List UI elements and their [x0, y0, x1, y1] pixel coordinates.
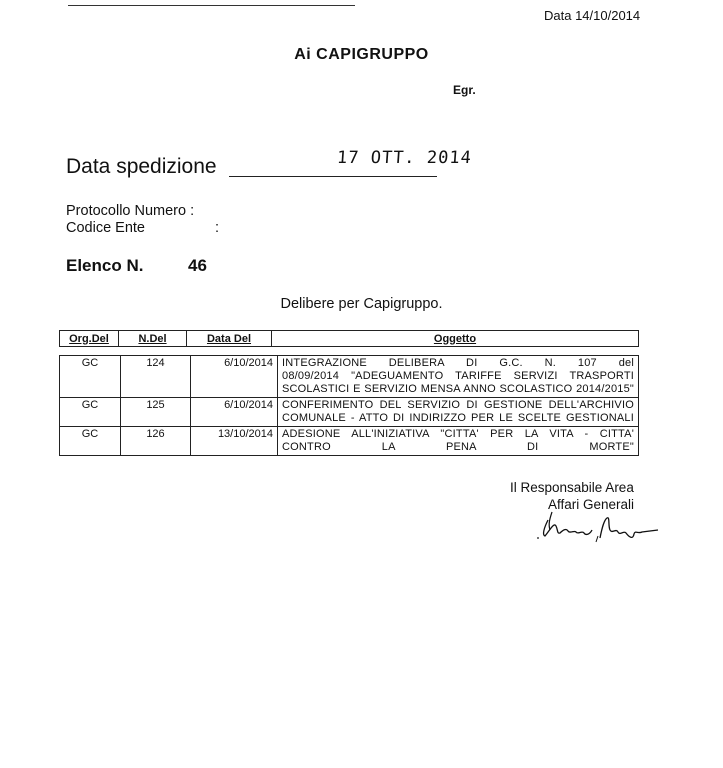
codice-ente-row — [66, 220, 220, 236]
delibere-table — [59, 355, 639, 456]
oggetto-line: COMUNALE - ATTO DI INDIRIZZO PER LE SCELTE GESTIONALI — [282, 412, 634, 424]
top-rule — [68, 5, 355, 6]
oggetto-line: INTEGRAZIONE DELIBERA DI G.C. N. 107 del — [282, 357, 634, 369]
section-subtitle: Delibere per Capigruppo. — [280, 296, 443, 312]
elenco-label: Elenco N. — [66, 256, 144, 275]
spedizione-label: Data spedizione — [66, 155, 217, 178]
oggetto-line: ADESIONE ALL'INIZIATIVA "CITTA' PER LA VITA - CITTA' — [282, 428, 634, 440]
cell-data: 6/10/2014 — [191, 356, 278, 398]
table-header — [59, 330, 639, 347]
recipient-salutation: Egr. — [453, 83, 476, 97]
cell-oggetto — [278, 427, 639, 456]
table-row — [60, 427, 639, 456]
page-title: Ai CAPIGRUPPO — [294, 46, 429, 63]
cell-n: 125 — [121, 398, 191, 427]
elenco-number: 46 — [188, 256, 207, 275]
codice-ente-colon: : — [215, 220, 220, 236]
header-data-del: Data Del — [187, 331, 272, 347]
handwritten-signature — [530, 500, 670, 545]
spedizione-underline — [229, 176, 437, 177]
table-row — [60, 356, 639, 398]
protocollo-numero-label: Protocollo Numero : — [66, 203, 195, 219]
cell-data: 6/10/2014 — [191, 398, 278, 427]
cell-data: 13/10/2014 — [191, 427, 278, 456]
oggetto-line: CONFERIMENTO DEL SERVIZIO DI GESTIONE DELL'ARCHIVIO — [282, 399, 634, 411]
cell-org: GC — [60, 427, 121, 456]
cell-org: GC — [60, 398, 121, 427]
cell-n: 126 — [121, 427, 191, 456]
oggetto-line: 08/09/2014 "ADEGUAMENTO TARIFFE SERVIZI TRASPORTI — [282, 370, 634, 382]
cell-n: 124 — [121, 356, 191, 398]
responsabile-line2: Affari Generali — [548, 497, 635, 512]
table-row — [60, 398, 639, 427]
cell-oggetto — [278, 356, 639, 398]
document-date: Data 14/10/2014 — [544, 8, 641, 23]
codice-ente-label: Codice Ente — [66, 220, 145, 236]
header-n-del: N.Del — [119, 331, 187, 347]
header-org-del: Org.Del — [60, 331, 119, 347]
date-stamp: 17 OTT. 2014 — [336, 148, 473, 168]
oggetto-line: CONTRO LA PENA DI MORTE" — [282, 441, 634, 453]
responsabile-line1: Il Responsabile Area — [510, 480, 634, 495]
cell-oggetto — [278, 398, 639, 427]
header-oggetto: Oggetto — [272, 331, 639, 347]
oggetto-line: SCOLASTICI E SERVIZIO MENSA ANNO SCOLASTICO 2014/2015" — [282, 383, 634, 395]
cell-org: GC — [60, 356, 121, 398]
